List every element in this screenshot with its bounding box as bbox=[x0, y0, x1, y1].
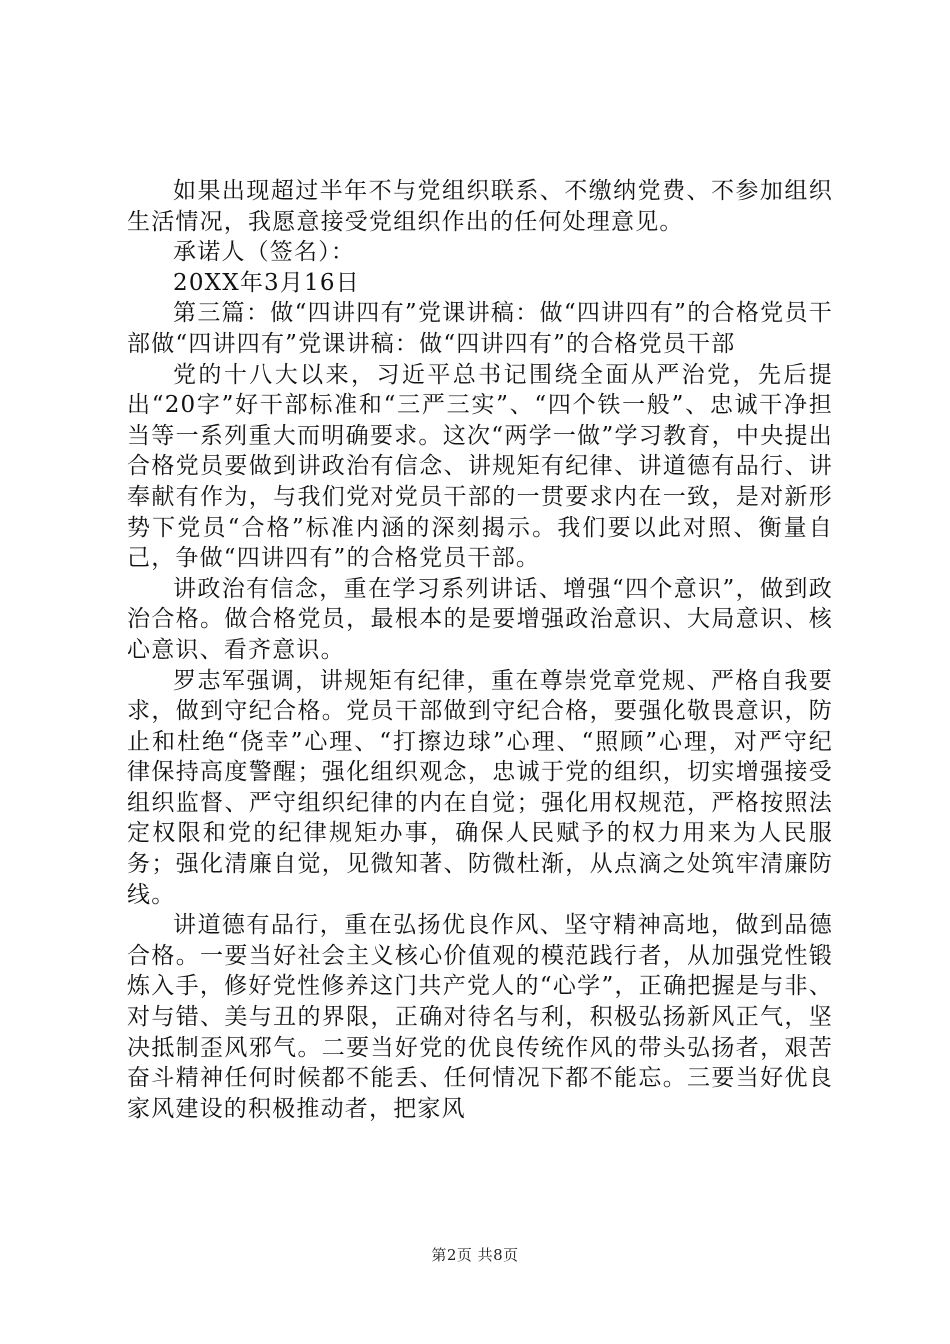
paragraph-signature: 承诺人（签名）： bbox=[173, 239, 356, 266]
paragraph-politics: 讲政治有信念，重在学习系列讲话、增强“四个意识”，做到政治合格。做合格党员，最根本的是要增强政治意识、大局意识、核心意识、看齐意识。 bbox=[127, 575, 833, 663]
page-footer: 第2页 共8页 bbox=[431, 1246, 519, 1264]
paragraph-intro: 党的十八大以来，习近平总书记围绕全面从严治党，先后提出“20字”好干部标准和“三严三实”、“四个铁一般”、忠诚干净担当等一系列重大而明确要求。这次“两学一做”学习教育，中央提出合格党员要做到讲政治有信念、讲规矩有纪律、讲道德有品行、讲奉献有作为，与我们党对党员干部的一贯要求内在一致，是对新形势下党员“合格”标准内涵的深刻揭示。我们要以此对照、衡量自己，争做“四讲四有”的合格党员干部。 bbox=[127, 361, 833, 572]
paragraph-section-title: 第三篇：做“四讲四有”党课讲稿：做“四讲四有”的合格党员干部做“四讲四有”党课讲稿：做“四讲四有”的合格党员干部 bbox=[127, 300, 833, 357]
paragraph-pledge: 如果出现超过半年不与党组织联系、不缴纳党费、不参加组织生活情况，我愿意接受党组织作出的任何处理意见。 bbox=[127, 178, 833, 235]
paragraph-discipline: 罗志军强调，讲规矩有纪律，重在尊崇党章党规、严格自我要求，做到守纪合格。党员干部做到守纪合格，要强化敬畏意识，防止和杜绝“侥幸”心理、“打擦边球”心理、“照顾”心理，对严守纪律保持高度警醒；强化组织观念，忠诚于党的组织，切实增强接受组织监督、严守组织纪律的内在自觉；强化用权规范，严格按照法定权限和党的纪律规矩办事，确保人民赋予的权力用来为人民服务；强化清廉自觉，见微知著、防微杜渐，从点滴之处筑牢清廉防线。 bbox=[127, 667, 833, 908]
document-body bbox=[127, 176, 833, 1124]
paragraph-morality: 讲道德有品行，重在弘扬优良作风、坚守精神高地，做到品德合格。一要当好社会主义核心价值观的模范践行者，从加强党性锻炼入手，修好党性修养这门共产党人的“心学”，正确把握是与非、对与错、美与丑的界限，正确对待名与利，积极弘扬新风正气，坚决抵制歪风邪气。二要当好党的优良传统作风的带头弘扬者，艰苦奋斗精神任何时候都不能丢、任何情况下都不能忘。三要当好优良家风建设的积极推动者，把家风 bbox=[127, 912, 833, 1122]
paragraph-date: 20XX年3月16日 bbox=[173, 269, 360, 296]
